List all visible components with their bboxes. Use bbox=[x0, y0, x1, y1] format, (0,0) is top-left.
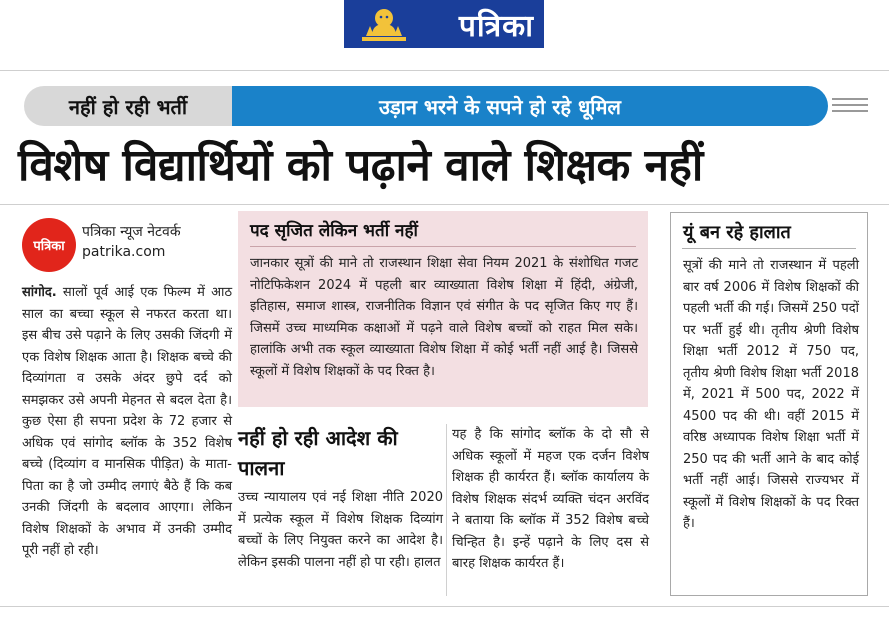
kicker-lines-decoration bbox=[832, 98, 868, 114]
sub-headline: नहीं हो रही आदेश की पालना bbox=[238, 426, 398, 480]
info-box-pink-title: पद सृजित लेकिन भर्ती नहीं bbox=[250, 221, 418, 241]
column-separator bbox=[446, 424, 447, 596]
top-divider bbox=[0, 70, 889, 71]
headline-divider bbox=[0, 204, 889, 205]
column-1-text: सालों पूर्व आई एक फिल्म में आठ साल का बच्चा स्कूल से नफरत करता था। इस बीच उसे पढ़ाने के लिए उसकी जिंदगी में एक विशेष शिक्षक आता है। शिक्षक बच्चे की दिव्यांगता व उसके अंदर छुपे दर्द को समझकर उसे अपनी मेहनत से बदल देता है। कुछ ऐसा ही सपना प्रदेश के 72 हजार से अधिक एवं सांगोद ब्लॉक के 352 विशेष बच्चे (दिव्यांग व मानसिक पीड़ित) के माता-पिता का है जो उम्मीद लगाएं बैठे हैं कि कब उनकी जिंदगी के बदलाव आएगा। लेकिन विशेष शिक्षकों के अभाव में उनकी उम्मीद पूरी नहीं हो रही। bbox=[22, 285, 232, 558]
lion-emblem-icon bbox=[358, 4, 410, 44]
info-box-pink-text: जानकार सूत्रों की माने तो राजस्थान शिक्षा सेवा नियम 2021 के संशोधित गजट नोटिफिकेशन 2024 में पहली बार व्याख्याता विशेष शिक्षा में हिंदी, अंग्रेजी, इतिहास, समाज शास्त्र, राजनीतिक विज्ञान एवं संगीत के पद सृजित किए गए हैं। जिसमें उच्च माध्यमिक कक्षाओं में पढ़ने वाले विशेष बच्चों को राहत मिल सके। हालांकि अभी तक स्कूल व्याख्याता विशेष शिक्षा में कोई भर्ती नहीं आई है। जिससे स्कूलों में विशेष शिक्षकों के पद रिक्त है। bbox=[250, 256, 638, 379]
headline: विशेष विद्यार्थियों को पढ़ाने वाले शिक्षक नहीं bbox=[18, 140, 703, 191]
kicker-right: उड़ान भरने के सपने हो रहे धूमिल bbox=[232, 86, 828, 126]
masthead bbox=[344, 0, 544, 48]
info-box-right-text: सूत्रों की माने तो राजस्थान में पहली बार वर्ष 2006 में विशेष शिक्षकों की पहली भर्ती की गई। जिसमें 250 पदों पर भर्ती हुई थी। तृतीय श्रेणी विशेष शिक्षा भर्ती 2012 में 750 पद, तृतीय श्रेणी विशेष शिक्षा भर्ती 2018 में, 2021 में 500 पद, 2022 में 4500 पद की थी। वहीं 2015 में वरिष्ठ अध्यापक विशेष शिक्षा भर्ती में 250 पद की भर्ती आने के बाद कोई भर्ती नहीं आई। जिससे राज्यभर में स्कूलों में विशेष शिक्षकों के पद रिक्त हैं। bbox=[683, 258, 859, 531]
dateline-place: सांगोद. bbox=[22, 285, 57, 300]
brand-name: पत्रिका bbox=[458, 8, 534, 44]
info-box-right-title: यूं बन रहे हालात bbox=[683, 222, 791, 243]
bottom-divider bbox=[0, 606, 889, 607]
info-box-right-divider bbox=[682, 248, 856, 249]
info-box-pink-divider bbox=[250, 246, 636, 247]
byline-network: पत्रिका न्यूज नेटवर्क bbox=[82, 224, 181, 240]
article-column-3: यह है कि सांगोद ब्लॉक के दो सौ से अधिक स्कूलों में महज एक दर्जन विशेष शिक्षक ही कार्यरत हैं। ब्लॉक कार्यालय के विशेष शिक्षक संदर्भ व्यक्ति चंदन अरविंद ने बताया कि ब्लॉक में 352 विशेष बच्चे चिन्हित है। इन्हें पढ़ाने के लिए दस से बारह शिक्षक कार्यरत हैं। bbox=[452, 427, 649, 571]
patrika-logo-badge: पत्रिका bbox=[22, 218, 76, 272]
byline-url[interactable]: patrika.com bbox=[82, 244, 166, 260]
article-column-1 bbox=[22, 282, 232, 562]
article-column-2: उच्च न्यायालय एवं नई शिक्षा नीति 2020 में प्रत्येक स्कूल में विशेष शिक्षक दिव्यांग बच्चों के लिए नियुक्त करने का आदेश है। लेकिन इसकी पालना नहीं हो पा रही। हालत bbox=[238, 490, 443, 570]
kicker-left: नहीं हो रही भर्ती bbox=[24, 86, 232, 126]
